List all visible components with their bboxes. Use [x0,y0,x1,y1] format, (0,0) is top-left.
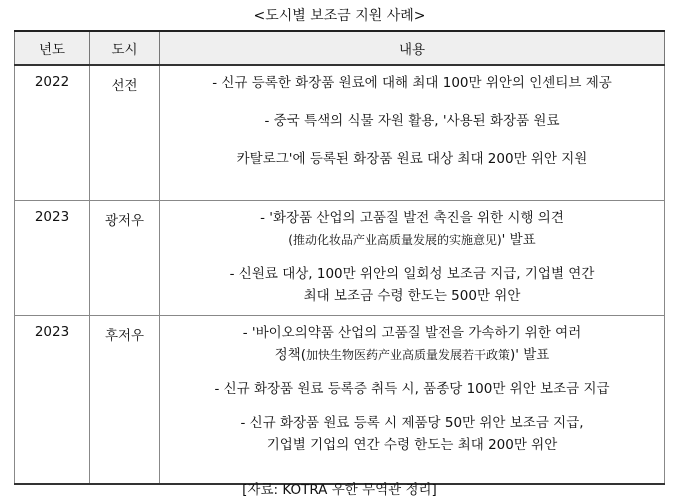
content-line: - 신규 화장품 원료 등록 시 제품당 50만 위안 보조금 지급, [240,414,584,431]
policy-suffix: )' 발표 [510,346,550,363]
row-city: 선전 [90,65,160,200]
content-line: - '바이오의약품 산업의 고품질 발전을 가속하기 위한 여러 [242,324,582,341]
row-content [160,65,665,200]
row-city: 광저우 [90,200,160,315]
content-line: 최대 보조금 수령 한도는 500만 위안 [303,287,521,304]
content-line: - 신원료 대상, 100만 위안의 일회성 보조금 지급, 기업별 연간 [229,265,595,282]
policy-prefix: 정책( [274,346,306,363]
policy-title-chinese: 加快生物医药产业高质量发展若干政策 [305,347,510,362]
content-line: - 신규 등록한 화장품 원료에 대해 최대 100만 위안의 인센티브 제공 [212,75,612,91]
header-year: 년도 [15,31,90,65]
policy-title-chinese: (推动化妆品产业高质量发展的实施意见) [288,232,502,247]
header-content: 내용 [160,31,665,65]
content-line [162,229,662,251]
table-header-row [15,31,665,65]
table-row [15,315,665,484]
table-row [15,200,665,315]
table-caption: <도시별 보조금 지원 사례> [253,8,426,24]
row-content [160,200,665,315]
header-city: 도시 [90,31,160,65]
row-year: 2023 [15,200,90,315]
source-note: [자료: KOTRA 우한 무역관 정리] [242,482,437,498]
content-line: - 중국 특색의 식물 자원 활용, '사용된 화장품 원료 [264,113,560,129]
row-year: 2023 [15,315,90,484]
subsidy-table [14,30,665,485]
content-line: - '화장품 산업의 고품질 발전 촉진을 위한 시행 의견 [260,209,564,226]
content-line: - 신규 화장품 원료 등록증 취득 시, 품종당 100만 위안 보조금 지급 [214,380,610,397]
content-line [162,344,662,366]
content-line: 카탈로그'에 등록된 화장품 원료 대상 최대 200만 위안 지원 [236,151,588,167]
row-content [160,315,665,484]
content-line: 기업별 기업의 연간 수령 한도는 최대 200만 위안 [266,436,558,453]
row-year: 2022 [15,65,90,200]
row-city: 후저우 [90,315,160,484]
table-row [15,65,665,200]
policy-suffix: ' 발표 [501,231,536,248]
